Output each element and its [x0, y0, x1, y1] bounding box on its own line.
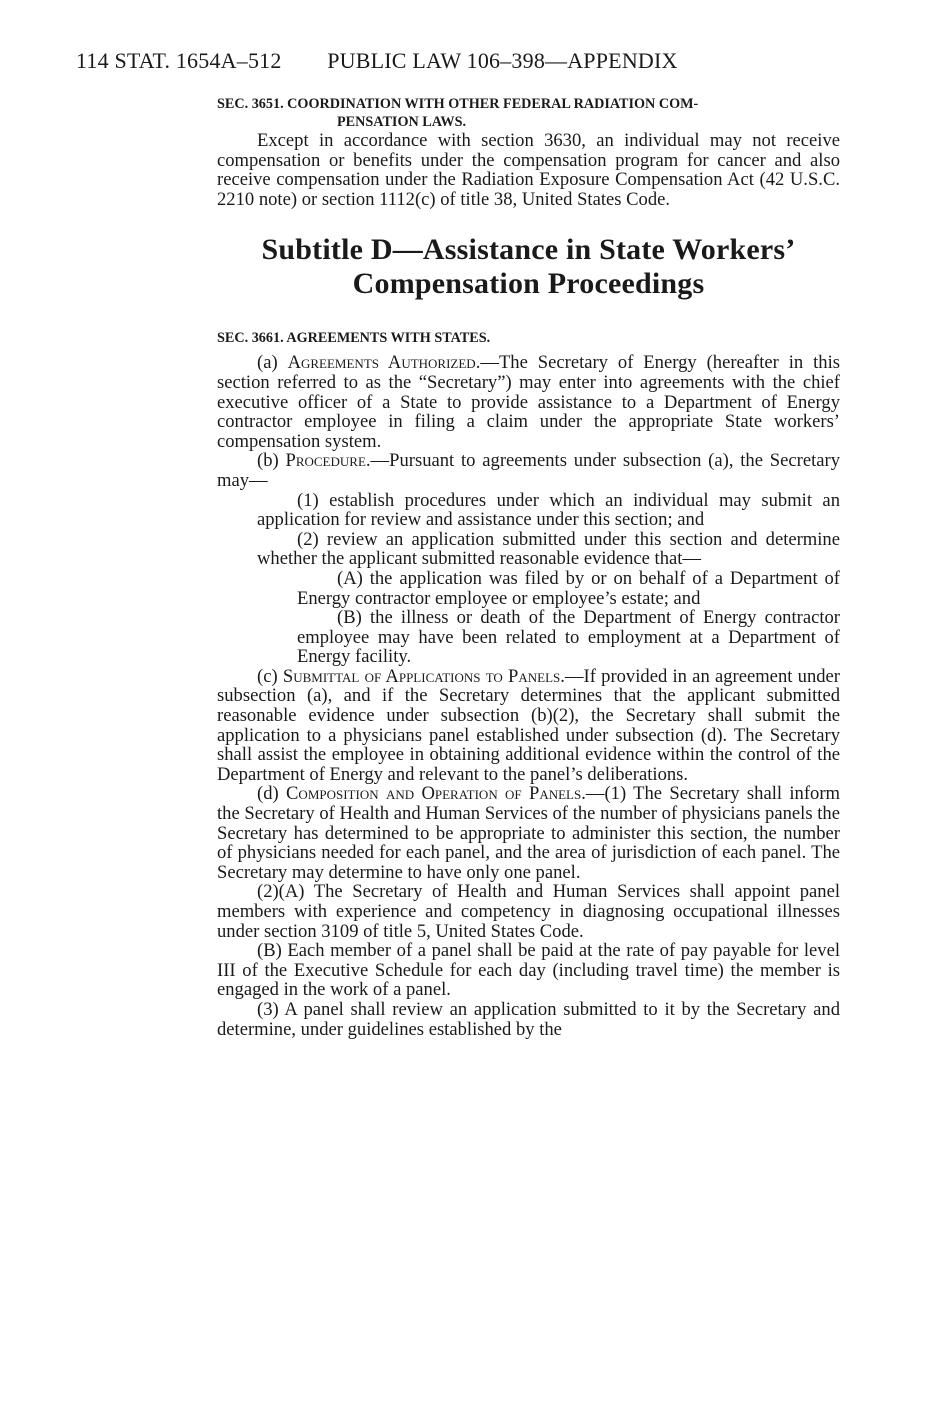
running-header [76, 48, 856, 74]
paragraph-b-2: (2) review an application submitted under this section and determine whether the applicant submitted reasonable evidence that— [257, 528, 840, 570]
section-3651-heading [217, 95, 840, 131]
paragraph-d-2-B: (B) Each member of a panel shall be paid at the rate of pay payable for level III of the Executive Schedule for each day (including travel time) the member is engaged in the work of a panel. [217, 940, 840, 1001]
subsection-b-caption: Procedure [285, 450, 366, 472]
subsection-c [217, 667, 840, 785]
subsection-a-text: .—The Secretary of Energy (hereafter in this section referred to as the “Secretary”) may enter into agreements with the chief executive officer of a State to provide assistance to a Department of Energy contractor employee in filing a claim under the appropriate State workers’ compensation system. [217, 352, 840, 452]
subtitle-d-heading [217, 233, 840, 301]
subsection-d-label: (d) [257, 783, 287, 805]
section-3651-text: Except in accordance with section 3630, an individual may not receive compensation or benefits under the compensation program for cancer and also receive compensation under the Radiation Exposure Compensation Act (42 U.S.C. 2210 note) or section 1112(c) of title 38, United States Code. [217, 130, 840, 210]
subparagraph-b-2-B: (B) the illness or death of the Department of Energy contractor employee may have been related to employment at a Department of Energy facility. [297, 607, 840, 668]
subsection-c-label: (c) [257, 665, 283, 687]
subsection-b [217, 451, 840, 490]
statute-citation: 114 STAT. 1654A–512 [76, 48, 282, 73]
subsection-a-caption: Agreements Authorized [287, 352, 476, 374]
subsection-a-label: (a) [257, 352, 288, 374]
subsection-d [217, 784, 840, 882]
section-3651-heading-line1: SEC. 3651. COORDINATION WITH OTHER FEDERAL RADIATION COM- [217, 96, 699, 112]
subtitle-line-1: Subtitle D—Assistance in State Workers’ [261, 233, 796, 267]
subtitle-line-2: Compensation Proceedings [352, 267, 705, 301]
subsection-a [217, 353, 840, 451]
public-law-title: PUBLIC LAW 106–398—APPENDIX [327, 48, 678, 73]
subsection-c-caption: Submittal of Applications to Panels [282, 665, 561, 687]
paragraph-d-3: (3) A panel shall review an application submitted to it by the Secretary and determine, under guidelines established by the [217, 998, 840, 1040]
paragraph-b-1: (1) establish procedures under which an individual may submit an application for review and assistance under this section; and [257, 489, 840, 531]
subsection-d-text: .—(1) The Secretary shall inform the Secretary of Health and Human Services of the number of physicians panels the Secretary has determined to be appropriate to administer this section, the number of physicians needed for each panel, and the area of jurisdiction of each panel. The Secretary may determine to have only one panel. [217, 783, 840, 883]
subparagraph-b-2-A: (A) the application was filed by or on behalf of a Department of Energy contractor employee or employee’s estate; and [297, 567, 840, 609]
document-body [217, 95, 840, 1039]
subsection-c-text: .—If provided in an agreement under subsection (a), and if the Secretary determines that the applicant submitted reasonable evidence under subsection (b)(2), the Secretary shall submit the application to a physicians panel established under subsection (d). The Secretary shall assist the employee in obtaining additional evidence within the control of the Department of Energy and relevant to the panel’s deliberations. [217, 665, 840, 785]
section-3661-heading: SEC. 3661. AGREEMENTS WITH STATES. [217, 330, 491, 347]
paragraph-d-2-A: (2)(A) The Secretary of Health and Human Services shall appoint panel members with experience and competency in diagnosing occupational illnesses under section 3109 of title 5, United States Code. [217, 881, 840, 942]
subsection-d-caption: Composition and Operation of Panels [286, 783, 582, 805]
section-3651-heading-line2: PENSATION LAWS. [337, 114, 467, 130]
subsection-b-label: (b) [257, 450, 286, 472]
subsection-b-text: .—Pursuant to agreements under subsection (a), the Secretary may— [217, 450, 840, 491]
